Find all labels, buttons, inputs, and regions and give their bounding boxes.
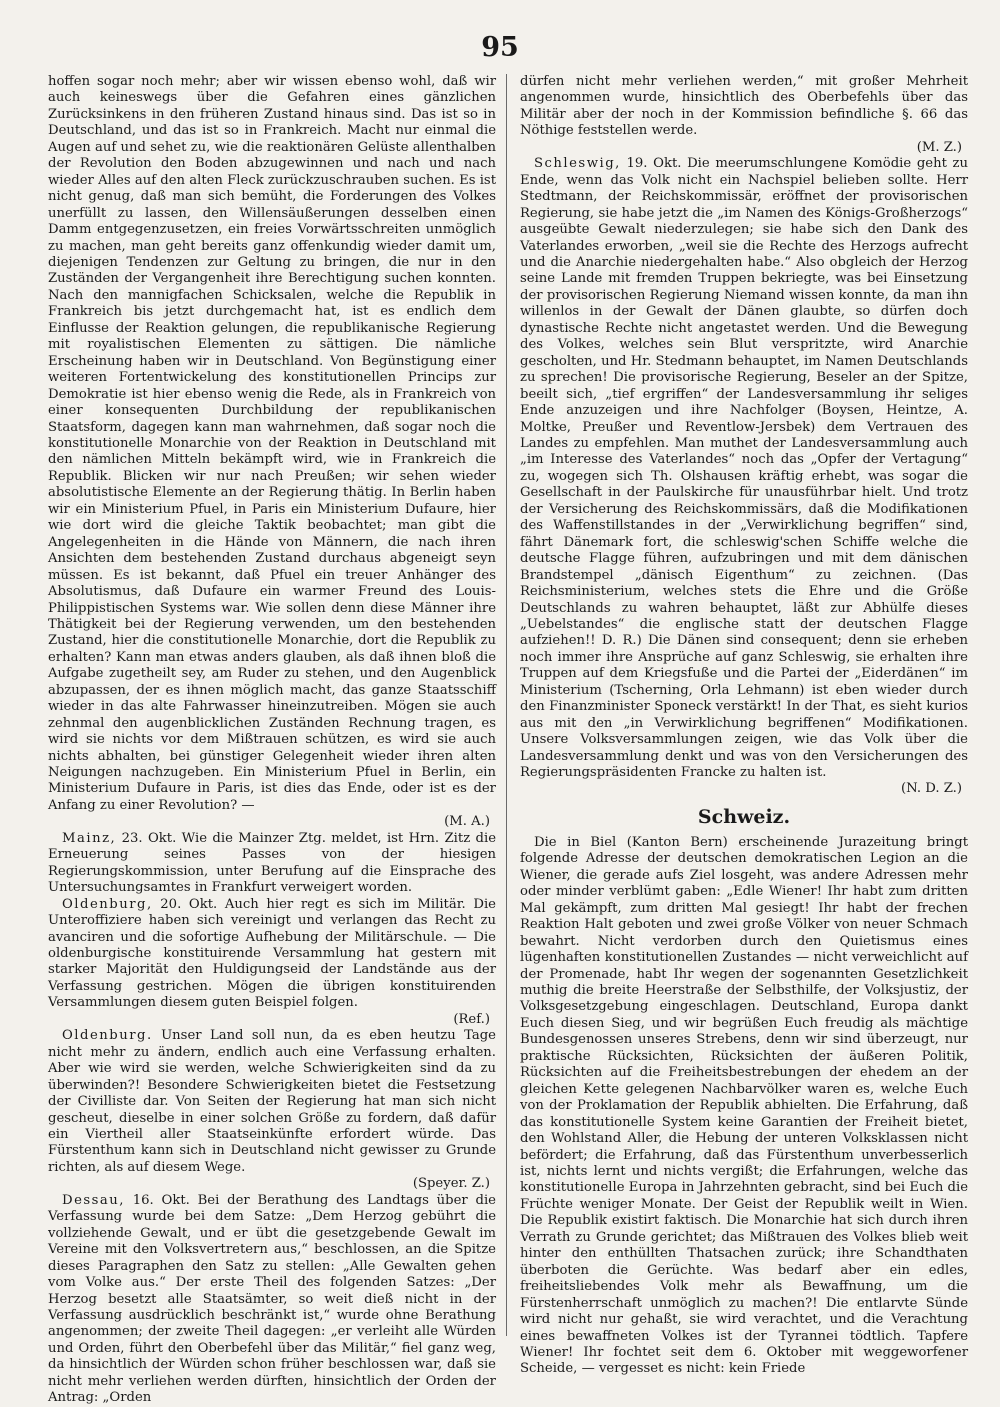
- paragraph-text: 16. Okt. Bei der Berathung des Landtags über die Verfassung wurde bei dem Satze: „Dem Herzog gebührt die vollziehende Gewalt, und er übt die gesetzgebende Gewalt im Vereine mit den Volksvertretern aus,“ beschlossen, an die Spitze dieses Paragraphen den Satz zu stellen: „Alle Gewalten gehen vom Volke aus.“ Der erste Theil des folgenden Satzes: „Der Herzog besetzt alle Staatsämter, so weit dieß nicht in der Verfassung ausdrücklich beschränkt ist,“ wurde ohne Berathung angenommen; der zweite Theil dagegen: „er verleiht alle Würden und Orden, führt den Oberbefehl über das Militär,“ fiel ganz weg, da hinsichtlich der Würden schon früher beschlossen war, daß sie nicht mehr verliehen werden dürften, hinsichtlich der Orden der Antrag: „Orden: [48, 1192, 496, 1406]
- right-column: [520, 74, 968, 1377]
- source-citation: (M. Z.): [916, 139, 962, 155]
- article-paragraph: [48, 1193, 496, 1407]
- article-paragraph: [48, 74, 496, 831]
- dateline-place: Oldenburg,: [62, 896, 153, 912]
- paragraph-text: hoffen sogar noch mehr; aber wir wissen ebenso wohl, daß wir auch keineswegs über die Gefahren eines gänzlichen Zurücksinkens in den früheren Zustand hinaus sind. Das ist so in Deutschland, und das ist so in Frankreich. Macht nur einmal die Augen auf und sehet zu, wie die reaktionären Gelüste allenthalben der Revolution den Boden abzugewinnen und nach und nach wieder Alles auf den alten Fleck zurückzuschrauben suchen. Es ist nicht genug, daß man sich bemüht, die Forderungen des Volkes unerfüllt zu lassen, den Willensäußerungen desselben einen Damm entgegenzusetzen, ein freies Vorwärtsschreiten unmöglich zu machen, man geht bereits ganz offenkundig wieder damit um, diejenigen Tendenzen zur Geltung zu bringen, die nur in den Zuständen der Vergangenheit ihre Berechtigung suchen konnten. Nach den mannigfachen Schicksalen, welche die Republik in Frankreich bis jetzt durchgemacht hat, ist es endlich dem Einflusse der Reaktion gelungen, die republikanische Regierung mit royalistischen Elementen zu sättigen. Die nämliche Erscheinung haben wir in Deutschland. Von Begünstigung einer weiteren Fortentwickelung des konstitutionellen Princips zur Demokratie ist hier ebenso wenig die Rede, als in Frankreich von einer konsequenten Durchbildung der republikanischen Staatsform, dagegen kann man wahrnehmen, daß sogar noch die konstitutionelle Monarchie von der Reaktion in Deutschland mit den nämlichen Mitteln bekämpft wird, wie in Frankreich die Republik. Blicken wir nur nach Preußen; wir sehen wieder absolutistische Elemente an der Regierung thätig. In Berlin haben wir ein Ministerium Pfuel, in Paris ein Ministerium Dufaure, hier wie dort wird die gleiche Taktik beobachtet; man gibt die Angelegenheiten in die Hände von Männern, die nach ihren Ansichten dem bestehenden Zustand durchaus abgeneigt seyn müssen. Es ist bekannt, daß Pfuel ein treuer Anhänger des Absolutismus, daß Dufaure ein warmer Freund des Louis-Philippistischen Systems war. Wie sollen denn diese Männer ihre Thätigkeit bei der Regierung verwenden, um den bestehenden Zustand, hier die constitutionelle Monarchie, dort die Republik zu erhalten? Kann man etwas anders glauben, als daß ihnen bloß die Aufgabe zugetheilt sey, am Ruder zu stehen, und den Augenblick abzupassen, der es ihnen möglich macht, das ganze Staatsschiff wieder in das alte Fahrwasser hineinzutreiben. Mögen sie auch zehnmal den augenblicklichen Zuständen Rechnung tragen, es wird sie nichts vor dem Mißtrauen schützen, es wird sie auch nichts abhalten, bei günstiger Gelegenheit wieder ihren alten Neigungen nachzugeben. Ein Ministerium Pfuel in Berlin, ein Ministerium Dufaure in Paris, ist dies das Ende, oder ist es der Anfang zu einer Revolution? —: [48, 74, 496, 813]
- article-paragraph: [520, 74, 968, 156]
- column-divider: [506, 74, 507, 1336]
- paragraph-text: Die in Biel (Kanton Bern) erscheinende Jurazeitung bringt folgende Adresse der deutschen demokratischen Legion an die Wiener, die gerade aufs Ziel losgeht, was andere Adressen mehr oder minder verblümt gaben: „Edle Wiener! Ihr habt zum dritten Mal gekämpft, zum dritten Mal gesiegt! Ihr habt der frechen Reaktion Halt geboten und zwei große Völker von neuer Schmach bewahrt. Nicht verdorben durch den Quietismus eines lügenhaften konstitutionellen Zustandes — nicht verweichlicht auf der Promenade, habt Ihr wegen der sogenannten Gesetzlichkeit muthig die breite Heerstraße der Selbsthilfe, der Volksjustiz, der Volksgesetzgebung eingeschlagen. Deutschland, Europa dankt Euch diesen Sieg, und wir begrüßen Euch freudig als mächtige Bundesgenossen unseres Strebens, denn wir sind überzeugt, nur praktische Rücksichten, Rücksichten der äußeren Politik, Rücksichten auf die Freiheitsbestrebungen der ehedem an der gleichen Kette gelegenen Nachbarvölker waren es, welche Euch von der Proklamation der Republik abhielten. Die Erfahrung, daß das konstitutionelle System keine Garantien der Freiheit bietet, den Wohlstand Aller, die Hebung der unteren Volksklassen nicht befördert; die Erfahrung, daß das Fürstenthum unverbesserlich ist, nichts lernt und nichts vergißt; die Erfahrungen, welche das konstitutionelle Europa in Jahrzehnten gebracht, sind bei Euch die Früchte weniger Monate. Der Geist der Republik weilt in Wien. Die Republik existirt faktisch. Die Monarchie hat sich durch ihren Verrath zu Grunde gerichtet; das Mißtrauen des Volkes blieb weit hinter den enthüllten Thatsachen zurück; ihre Schandthaten überboten die Gerüchte. Was bedarf aber ein edles, freiheitsliebendes Volk mehr als Bewaffnung, um die Fürstenherrschaft unmöglich zu machen?! Die entlarvte Sünde wird nicht nur gehaßt, sie wird verachtet, und die Verachtung eines bewaffneten Volkes ist der Tyrannei tödtlich. Tapfere Wiener! Ihr fochtet seit dem 6. Oktober mit weggeworfener Scheide, — vergesset es nicht: kein Friede: [520, 834, 968, 1377]
- source-citation: (N. D. Z.): [901, 781, 962, 797]
- dateline-place: Oldenburg.: [62, 1028, 153, 1044]
- paragraph-text: 19. Okt. Die meerumschlungene Komödie geht zu Ende, wenn das Volk nicht ein Nachspiel belieben sollte. Herr Stedtmann, der Reichskommissär, eröffnet der provisorischen Regierung, sie habe jetzt die „im Namen des Königs-Großherzogs“ ausgeübte Gewalt niederzulegen; sie habe sich den Dank des Vaterlandes erworben, „weil sie die Rechte des Herzogs aufrecht und die Anarchie niedergehalten habe.“ Also obgleich der Herzog seine Lande mit fremden Truppen bekriegte, was bei Einsetzung der provisorischen Regierung Niemand wissen konnte, da man ihn willenlos in der Gewalt der Dänen glaubte, so dürfen doch dynastische Rechte nicht angetastet werden. Und die Bewegung des Volkes, welches sein Blut verspritzte, wird Anarchie gescholten, und Hr. Stedmann behauptet, im Namen Deutschlands zu sprechen! Die provisorische Regierung, Beseler an der Spitze, beeilt sich, „tief ergriffen“ der Landesversammlung ihr seliges Ende anzuzeigen und ihre Nachfolger (Boysen, Heintze, A. Moltke, Preußer und Reventlow-Jersbek) dem Vertrauen des Landes zu empfehlen. Man muthet der Landesversammlung auch „im Interesse des Vaterlandes“ noch das „Opfer der Vertagung“ zu, wogegen sich Th. Olshausen kräftig erhebt, was sogar die Gesellschaft in der Paulskirche für unausführbar hielt. Und trotz der Versicherung des Reichskommissärs, daß die Modifikationen des Waffenstillstandes in der „Verwirklichung begriffen“ sind, fährt Dänemark fort, die schleswig'schen Schiffe welche die deutsche Flagge führen, aufzubringen und mit dem dänischen Brandstempel „dänisch Eigenthum“ zu zeichnen. (Das Reichsministerium, welches stets die Ehre und die Größe Deutschlands zu wahren behauptet, läßt zur Abhülfe dieses „Uebelstandes“ die englische statt der deutschen Flagge aufziehen!! D. R.) Die Dänen sind consequent; denn sie erheben noch immer ihre Ansprüche auf ganz Schleswig, sie erhalten ihre Truppen auf dem Kriegsfuße und die Partei der „Eiderdänen“ im Ministerium (Tscherning, Orla Lehmann) ist eben wieder durch den Finanzminister Sponeck verstärkt! In der That, es sieht kurios aus mit den „in Verwirklichung begriffenen“ Modifikationen. Unsere Volksversammlungen zeigen, wie das Volk über die Landesversammlung denkt und was von den Versicherungen des Regierungspräsidenten Francke zu halten ist.: [520, 156, 968, 781]
- source-citation: (M. A.): [444, 814, 490, 830]
- article-paragraph: [520, 156, 968, 798]
- article-paragraph: [48, 831, 496, 897]
- paragraph-text: 20. Okt. Auch hier regt es sich im Militär. Die Unteroffiziere haben sich vereinigt und verlangen das Recht zu avanciren und die sofortige Aufhebung der Militärschule. — Die oldenburgische konstituirende Versammlung hat gestern mit starker Majorität den Huldigungseid der Landstände aus der Verfassung gestrichen. Mögen die übrigen konstituirenden Versammlungen diesem guten Beispiel folgen.: [48, 896, 496, 1011]
- source-citation: (Ref.): [453, 1011, 490, 1027]
- paragraph-text: dürfen nicht mehr verliehen werden,“ mit großer Mehrheit angenommen wurde, hinsichtlich des Oberbefehls über das Militär aber der noch in der Kommission befindliche §. 66 das Nöthige feststellen werde.: [520, 74, 968, 139]
- article-paragraph: [48, 1028, 496, 1193]
- dateline-place: Dessau,: [62, 1192, 125, 1208]
- article-paragraph: [520, 835, 968, 1378]
- paragraph-text: Unser Land soll nun, da es eben heutzu Tage nicht mehr zu ändern, endlich auch eine Verfassung erhalten. Aber wie wird sie werden, welche Schwierigkeiten sind da zu überwinden?! Besondere Schwierigkeiten bietet die Festsetzung der Civilliste dar. Von Seiten der Regierung hat man sich nicht gescheut, dieselbe in einer solchen Größe zu fordern, daß dafür ein Viertheil aller Staatseinkünfte erfordert würde. Das Fürstenthum kann sich in Deutschland nicht gewisser zu Grunde richten, als auf diesem Wege.: [48, 1028, 496, 1175]
- left-column: [48, 74, 496, 1406]
- paragraph-text: 23. Okt. Wie die Mainzer Ztg. meldet, ist Hrn. Zitz die Erneuerung seines Passes von der hiesigen Regierungskommission, unter Berufung auf die Einsprache des Untersuchungsamtes in Frankfurt verweigert worden.: [48, 830, 496, 896]
- source-citation: (Speyer. Z.): [412, 1176, 490, 1192]
- dateline-place: Mainz,: [62, 830, 117, 846]
- dateline-place: Schleswig,: [534, 156, 621, 172]
- section-heading: Schweiz.: [697, 805, 791, 828]
- page-number: 95: [481, 32, 519, 63]
- article-paragraph: [48, 897, 496, 1029]
